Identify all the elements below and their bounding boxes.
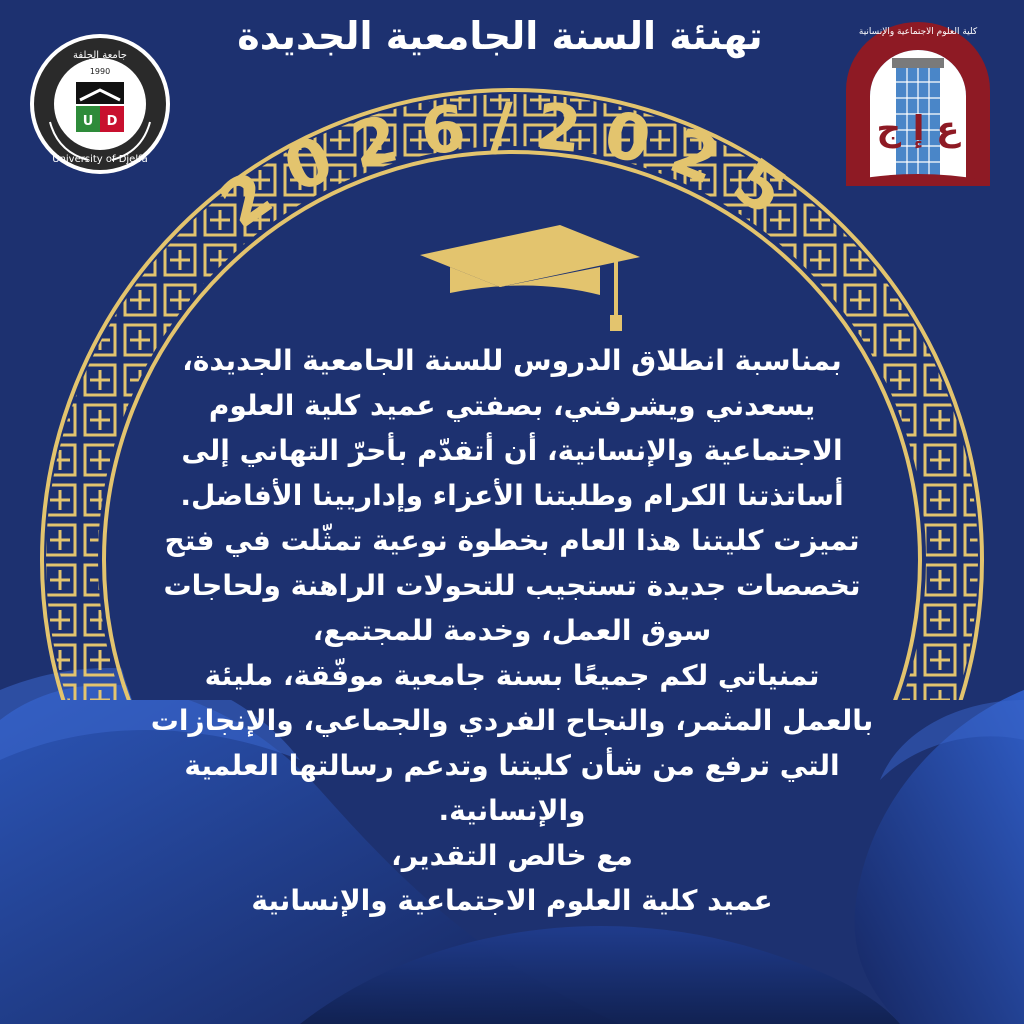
message-line: بمناسبة انطلاق الدروس للسنة الجامعية الجديدة،: [182, 344, 842, 377]
message-line: والإنسانية.: [438, 794, 586, 827]
message-line: يسعدني ويشرفني، بصفتي عميد كلية العلوم: [208, 389, 816, 422]
logo-left-arabic-name: جامعة الجلفة: [73, 50, 127, 61]
congratulation-message: [100, 338, 924, 923]
message-line: تميزت كليتنا هذا العام بخطوة نوعية تمثّلت في فتح: [164, 524, 860, 557]
logo-left-letter-u: U: [82, 114, 94, 129]
signature-line: مع خالص التقدير،: [391, 839, 633, 872]
signature-line: عميد كلية العلوم الاجتماعية والإنسانية: [251, 884, 773, 917]
message-line: التي ترفع من شأن كليتنا وتدعم رسالتها العلمية: [184, 749, 840, 782]
logo-left-english-name: University of Djelfa: [52, 154, 148, 165]
faculty-name: كلية العلوم الاجتماعية والإنسانية: [858, 27, 978, 37]
message-line: بالعمل المثمر، والنجاح الفردي والجماعي، والإنجازات: [150, 704, 874, 737]
logo-left-letter-d: D: [106, 114, 118, 129]
message-line: الاجتماعية والإنسانية، أن أتقدّم بأحرّ التهاني إلى: [181, 434, 843, 467]
logo-left-year: 1990: [89, 67, 111, 76]
faculty-monogram: ع إ ج: [876, 109, 960, 149]
page-title: تهنئة السنة الجامعية الجديدة: [237, 14, 763, 58]
message-line: تمنياتي لكم جميعًا بسنة جامعية موفّقة، مليئة: [204, 659, 820, 692]
academic-year-text: 2026/2025: [207, 90, 817, 244]
message-line: تخصصات جديدة تستجيب للتحولات الراهنة ولحاجات: [163, 569, 861, 602]
message-line: أساتذتنا الكرام وطلبتنا الأعزاء وإداريينا الأفاضل.: [180, 479, 844, 512]
message-line: سوق العمل، وخدمة للمجتمع،: [312, 614, 712, 647]
graduation-cap-icon: [420, 215, 640, 335]
